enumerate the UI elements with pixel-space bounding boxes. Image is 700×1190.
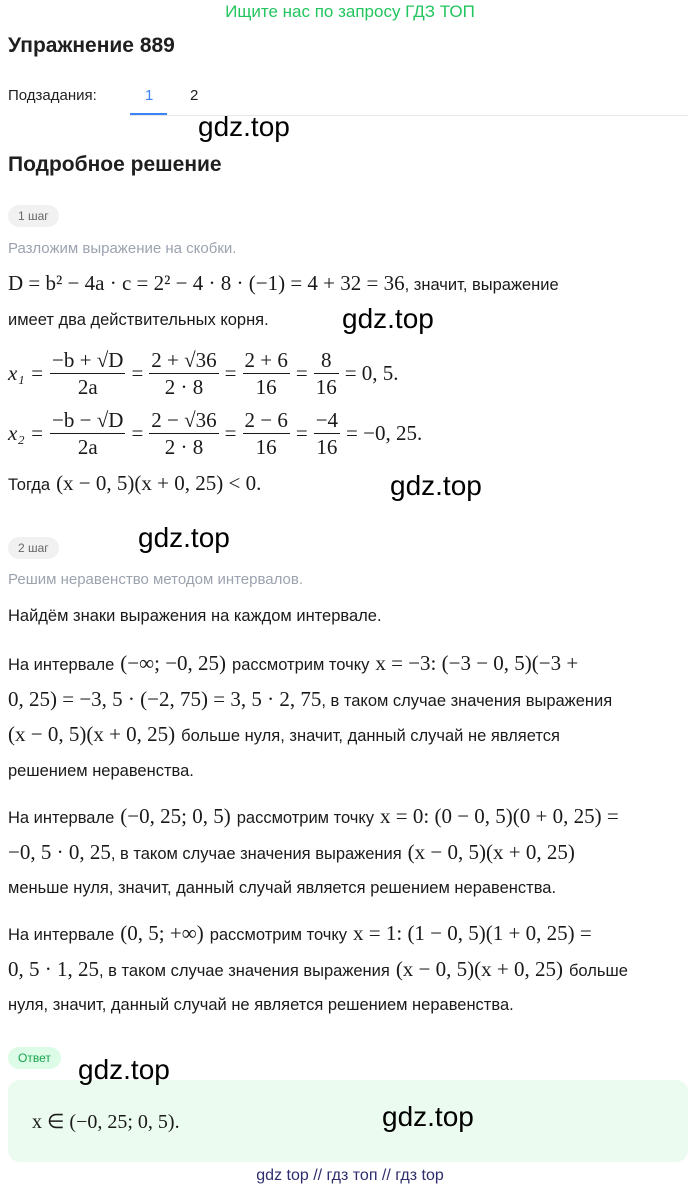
discriminant-formula: D = b² − 4a · c = 2² − 4 · 8 · (−1) = 4 + 32 = 36 [8,271,405,295]
watermark: gdz.top [198,111,290,142]
fraction: $\frac{2 + √36}{2 \cdot 8}$ [151,348,217,399]
watermark: gdz.top [78,1054,170,1085]
subtask-tab-2[interactable]: 2 [190,87,199,104]
fraction: $\frac{2 - √36}{2 \cdot 8}$ [151,408,217,459]
watermark: gdz.top [342,303,434,334]
interval-1-line-2: 0, 25) = −3, 5 · (−2, 75) = 3, 5 · 2, 75 , в таком случае значения выражения [8,687,613,711]
subtask-tab-1[interactable]: 1 [145,87,154,104]
discriminant-text: , значит, выражение [404,276,559,294]
fraction: $\frac{-b + √D}{2a}$ [52,348,124,399]
interval-3-line-1: На интервале (0, 5; +∞) рассмотрим точку x = 1: (1 − 0, 5)(1 + 0, 25) = [8,921,592,945]
search-hint-link[interactable]: Ищите нас по запросу ГДЗ ТОП [225,2,475,21]
interval-2-line-1: На интервале (−0, 25; 0, 5) рассмотрим точку x = 0: (0 − 0, 5)(0 + 0, 25) = [8,804,619,828]
x1-value: = 0, 5. [344,361,399,385]
discriminant-line [8,271,559,296]
watermark: gdz.top [390,470,482,501]
interval-1-line-1: На интервале (−∞; −0, 25) рассмотрим точку x = −3: (−3 − 0, 5)(−3 + [8,651,579,675]
x1-lhs: x₁ = [8,361,45,385]
watermark: gdz.top [382,1101,474,1132]
root-x1: x₁ = $\frac{-b + √D}{2a}$ = $\frac{2 + √36}{2 \cdot 8}$ = $\frac{2 + 6}{16}$ = $\frac{8}{16}$ = 0, 5. [8,348,399,399]
watermark: gdz.top [138,522,230,553]
step-note: Решим неравенство методом интервалов. [8,571,304,588]
fraction: $\frac{8}{16}$ [315,348,337,399]
interval-3-line-3: нуля, значит, данный случай не является решением неравенства. [8,996,514,1014]
subtasks-label: Подзадания: [8,87,97,104]
exercise-title: Упражнение 889 [8,34,175,57]
inequality-line [8,471,261,496]
answer-value: x ∈ (−0, 25; 0, 5). [32,1111,180,1133]
fraction: $\frac{2 - 6}{16}$ [244,408,288,459]
x2-value: = −0, 25. [346,421,423,445]
intervals-intro: Найдём знаки выражения на каждом интервале. [8,607,382,625]
discriminant-text-2: имеет два действительных корня. [8,311,269,329]
step-badge: 2 шаг [8,537,59,559]
answer-badge: Ответ [8,1047,61,1069]
fraction: $\frac{2 + 6}{16}$ [244,348,288,399]
interval-2-line-2: −0, 5 · 0, 25 , в таком случае значения выражения (x − 0, 5)(x + 0, 25) [8,840,575,864]
interval-3-line-2: 0, 5 · 1, 25 , в таком случае значения выражения (x − 0, 5)(x + 0, 25) больше [8,957,628,981]
root-x2: x₂ = $\frac{-b - √D}{2a}$ = $\frac{2 - √36}{2 \cdot 8}$ = $\frac{2 - 6}{16}$ = $\frac{-4}{16}$ = −0, 25. [8,408,423,459]
then-word: Тогда [8,476,51,494]
fraction: $\frac{-4}{16}$ [315,408,339,459]
x2-lhs: x₂ = [8,421,45,445]
footer-links[interactable]: gdz top // гдз топ // гдз top [256,1167,444,1184]
interval-2-line-3: меньше нуля, значит, данный случай является решением неравенства. [8,879,557,897]
solution-heading: Подробное решение [8,153,222,176]
interval-1-line-3: (x − 0, 5)(x + 0, 25) больше нуля, значит, данный случай не является [8,722,560,746]
interval-1-line-4: решением неравенства. [8,762,194,780]
inequality-formula: (x − 0, 5)(x + 0, 25) < 0. [56,471,262,495]
fraction: $\frac{-b - √D}{2a}$ [52,408,124,459]
step-note: Разложим выражение на скобки. [8,240,237,257]
step-badge: 1 шаг [8,205,59,227]
